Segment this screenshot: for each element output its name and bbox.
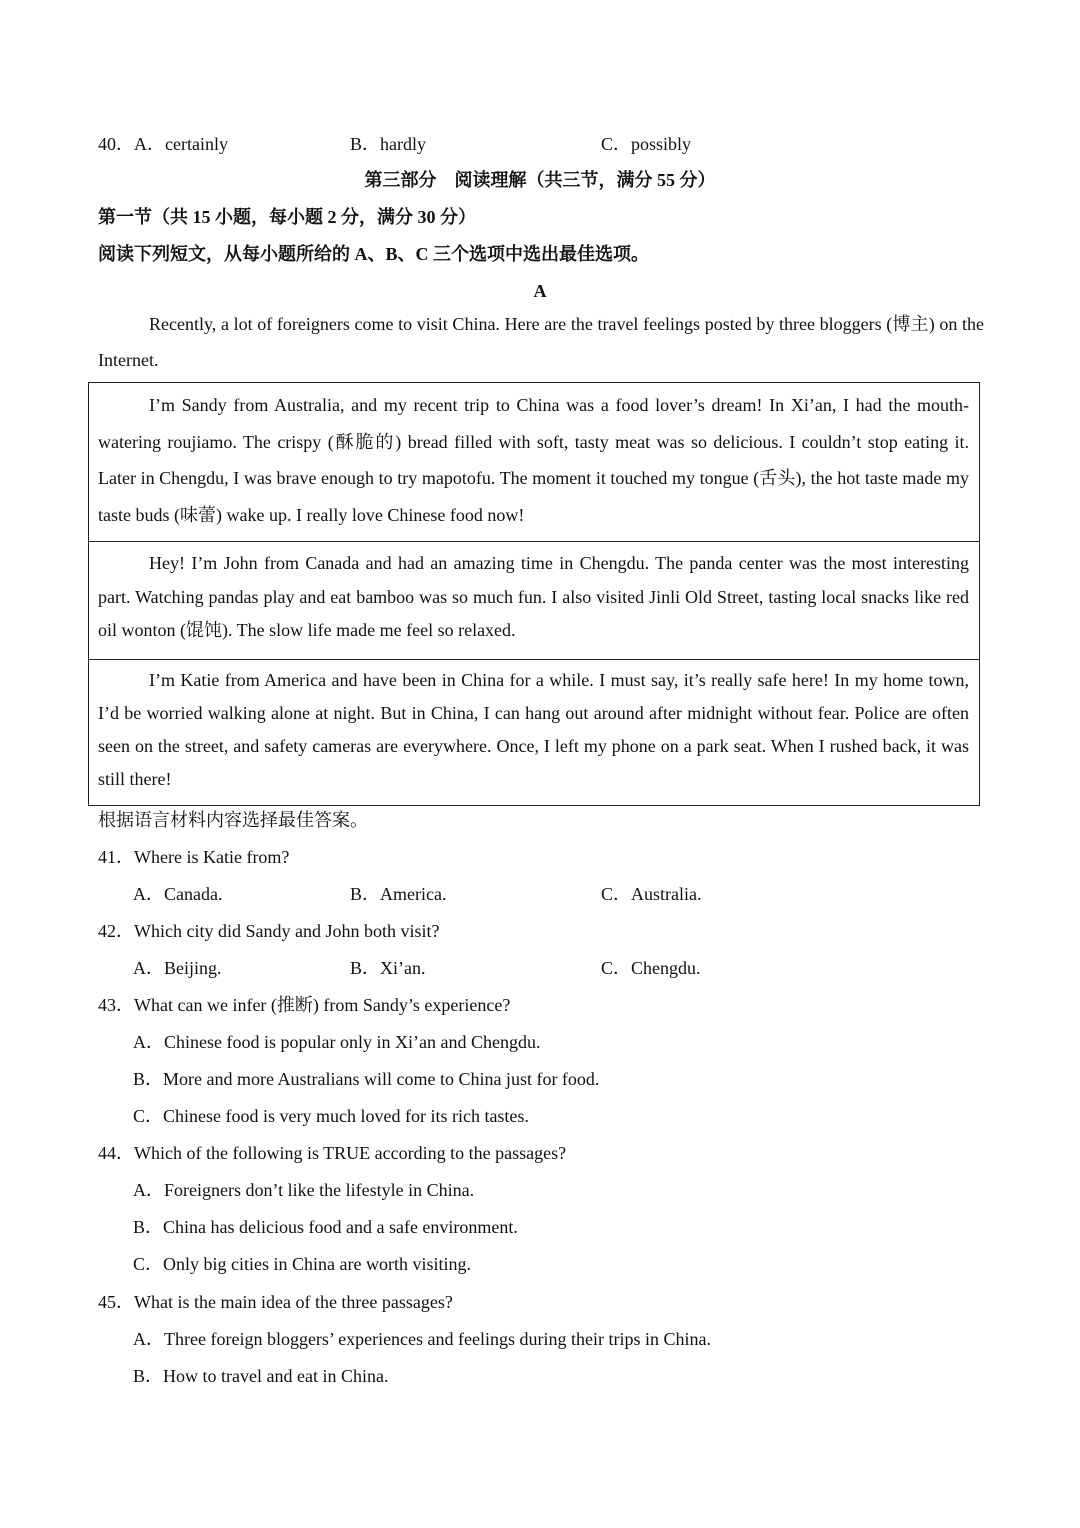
question-43-text: 43．What can we infer (推断) from Sandy’s experience? (98, 995, 511, 1015)
question-41-options (133, 882, 833, 906)
question-instruction: 根据语言材料内容选择最佳答案。 (98, 810, 368, 830)
passage-katie: I’m Katie from America and have been in China for a while. I must say, it’s really safe here! In my home town, I’d be worried walking alone at night. But in China, I can hang out around after midnight without fear. Police are often seen on the street, and safety cameras are everywhere. Once, I left my phone on a park seat. When I rushed back, it was still there! (98, 670, 969, 789)
passage-box-john (88, 541, 980, 660)
question-40-option-a: A．certainly (134, 134, 228, 154)
question-43-option-b: B．More and more Australians will come to China just for food. (133, 1069, 600, 1089)
question-41-option-a: A．Canada. (133, 884, 223, 904)
question-44-option-a: A．Foreigners don’t like the lifestyle in China. (133, 1180, 475, 1200)
question-43-option-a: A．Chinese food is popular only in Xi’an and Chengdu. (133, 1032, 541, 1052)
passage-label: A (533, 281, 547, 301)
question-41-option-b: B．America. (350, 884, 447, 904)
question-41-text: 41．Where is Katie from? (98, 847, 290, 867)
question-45-option-a: A．Three foreign bloggers’ experiences and feelings during their trips in China. (133, 1329, 711, 1349)
passage-john: Hey! I’m John from Canada and had an amazing time in Chengdu. The panda center was the most interesting part. Watching pandas play and eat bamboo was so much fun. I also visited Jinli Old Street, tasting local snacks like red oil wonton (馄饨). The slow life made me feel so relaxed. (98, 553, 969, 640)
question-40-option-b: B．hardly (350, 134, 426, 154)
question-44-text: 44．Which of the following is TRUE according to the passages? (98, 1143, 567, 1163)
question-42-option-b: B．Xi’an. (350, 958, 426, 978)
question-42-options (133, 956, 833, 980)
intro-paragraph: Recently, a lot of foreigners come to visit China. Here are the travel feelings posted by three bloggers (博主) on the Internet. (98, 314, 984, 370)
question-43-option-c: C．Chinese food is very much loved for its rich tastes. (133, 1106, 529, 1126)
question-41-option-c: C．Australia. (601, 884, 702, 904)
question-42-text: 42．Which city did Sandy and John both visit? (98, 921, 440, 941)
question-40-number: 40． (98, 134, 134, 154)
passage-sandy: I’m Sandy from Australia, and my recent trip to China was a food lover’s dream! In Xi’an, I had the mouth-watering roujiamo. The crispy (酥脆的) bread filled with soft, tasty meat was so delicious. I couldn’t stop eating it. Later in Chengdu, I was brave enough to try mapotofu. The moment it touched my tongue (舌头), the hot taste made my taste buds (味蕾) wake up. I really love Chinese food now! (98, 395, 969, 525)
section1-title: 第一节（共 15 小题，每小题 2 分，满分 30 分） (98, 207, 476, 227)
question-40-option-c: C．possibly (601, 134, 692, 154)
part3-title: 第三部分 阅读理解（共三节，满分 55 分） (364, 170, 716, 190)
section1-instruction: 阅读下列短文，从每小题所给的 A、B、C 三个选项中选出最佳选项。 (98, 244, 650, 264)
passage-box-sandy (88, 382, 980, 542)
question-42-option-a: A．Beijing. (133, 958, 222, 978)
passage-box-katie (88, 659, 980, 806)
question-45-option-b: B．How to travel and eat in China. (133, 1366, 389, 1386)
question-40-options (98, 132, 898, 156)
question-45-text: 45．What is the main idea of the three passages? (98, 1292, 453, 1312)
question-44-option-c: C．Only big cities in China are worth visiting. (133, 1254, 471, 1274)
question-42-option-c: C．Chengdu. (601, 958, 701, 978)
question-44-option-b: B．China has delicious food and a safe environment. (133, 1217, 518, 1237)
